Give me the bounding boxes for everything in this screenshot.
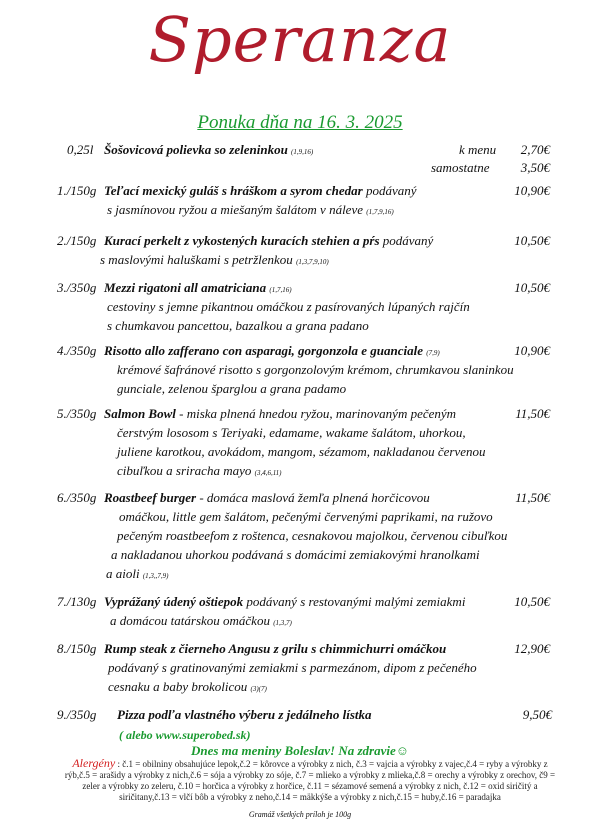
item-description-line: - miska plnená hnedou ryžou, marinovaným pečeným bbox=[179, 406, 457, 421]
soup-option1-price: 2,70€ bbox=[520, 142, 550, 157]
footer-note: Gramáž všetkých príloh je 100g bbox=[248, 810, 352, 819]
soup-name: Šošovicová polievka so zeleninkou bbox=[104, 142, 288, 157]
item-allergens: (1,7,16) bbox=[269, 286, 292, 294]
greeting-text: Dnes ma meniny Boleslav! Na zdravie bbox=[190, 743, 396, 758]
item-number: 7./130g bbox=[57, 594, 97, 609]
item-price: 10,90€ bbox=[514, 343, 550, 358]
item-name: Rump steak z čierneho Angusu z grilu s chimmichurri omáčkou bbox=[104, 641, 447, 656]
item-price: 10,90€ bbox=[514, 183, 550, 198]
item-description-text: a domácou tatárskou omáčkou bbox=[110, 613, 270, 628]
item-description-line bbox=[117, 381, 346, 397]
item-description-line bbox=[117, 425, 466, 441]
item-description-line: podávaný s restovanými malými zemiakmi bbox=[246, 594, 466, 609]
item-allergens: (1,3,7) bbox=[273, 619, 292, 627]
soup-option2-label: samostatne bbox=[431, 160, 490, 175]
item-price: 11,50€ bbox=[515, 490, 550, 505]
item-description-text: omáčkou, little gem šalátom, pečenými červenými paprikami, na ružovo bbox=[119, 509, 493, 524]
item-title-line bbox=[104, 280, 292, 296]
item-number: 8./150g bbox=[57, 641, 97, 656]
item-allergens: (3,4,6,11) bbox=[254, 469, 282, 477]
item-name: Vyprážaný údený oštiepok bbox=[104, 594, 244, 609]
item-title-line bbox=[104, 490, 430, 506]
item-title-line bbox=[104, 594, 465, 610]
item-description-text: s chumkavou pancettou, bazalkou a grana padano bbox=[107, 318, 369, 333]
item-description-line bbox=[106, 566, 169, 582]
item-description-line bbox=[107, 299, 470, 315]
item-description-text: krémové šafránové risotto s gorgonzolovým krémom, chrumkavou slaninkou bbox=[117, 362, 514, 377]
item-title-line bbox=[104, 641, 446, 657]
item-price: 12,90€ bbox=[514, 641, 550, 656]
item-title-line bbox=[104, 406, 456, 422]
item-price: 10,50€ bbox=[514, 280, 550, 295]
item-description-line bbox=[117, 362, 514, 378]
soup-portion: 0,25l bbox=[67, 142, 94, 157]
item-number: 5./350g bbox=[57, 406, 97, 421]
web-link[interactable]: ( alebo www.superobed.sk) bbox=[119, 728, 251, 742]
item-title-line bbox=[104, 233, 433, 249]
item-description-line bbox=[117, 444, 486, 460]
item-allergens: (3)(7) bbox=[250, 685, 267, 693]
item-name: Kurací perkelt z vykostených kuracích stehien a pŕs bbox=[104, 233, 380, 248]
item-name: Mezzi rigatoni all amatriciana bbox=[104, 280, 267, 295]
soup-allergens: (1,9,16) bbox=[291, 148, 314, 156]
soup-option2-price: 3,50€ bbox=[520, 160, 550, 175]
item-price: 11,50€ bbox=[515, 406, 550, 421]
item-description-line: podávaný bbox=[382, 233, 434, 248]
item-description-text: a nakladanou uhorkou podávaná s domácimi zemiakovými hranolkami bbox=[111, 547, 480, 562]
item-description-line bbox=[119, 509, 493, 525]
item-number: 6./350g bbox=[57, 490, 97, 505]
item-number: 9./350g bbox=[57, 707, 97, 722]
item-description-line bbox=[107, 202, 394, 218]
allergy-info bbox=[60, 758, 560, 803]
item-title-line bbox=[104, 343, 440, 359]
item-description-text: juliene karotkou, avokádom, mangom, sézamom, nakladanou červenou bbox=[117, 444, 486, 459]
item-number: 4./350g bbox=[57, 343, 97, 358]
item-number: 2./150g bbox=[57, 233, 97, 248]
item-description-text: podávaný s gratinovanými zemiakmi s parmezánom, dipom z pečeného bbox=[108, 660, 477, 675]
item-allergens: (1,3,7,9,10) bbox=[296, 258, 329, 266]
item-description-text: a aioli bbox=[106, 566, 140, 581]
item-name: Teľací mexický guláš s hráškom a syrom chedar bbox=[104, 183, 363, 198]
item-name: Salmon Bowl bbox=[104, 406, 176, 421]
menu-title: Ponuka dňa na 16. 3. 2025 bbox=[197, 112, 403, 133]
item-description-text: cesnaku a baby brokolicou bbox=[108, 679, 248, 694]
brand-logo bbox=[0, 0, 600, 80]
item-price: 9,50€ bbox=[522, 707, 552, 722]
item-allergens: (1,3,,7,9) bbox=[142, 572, 169, 580]
item-allergens: (7,9) bbox=[426, 349, 440, 357]
item-description-text: s jasmínovou ryžou a miešaným šalátom v náleve bbox=[107, 202, 363, 217]
soup-line bbox=[104, 142, 313, 158]
item-allergens: (1,7,9,16) bbox=[366, 208, 394, 216]
item-description-text: cestoviny s jemne pikantnou omáčkou z pasírovaných lúpaných rajčín bbox=[107, 299, 470, 314]
item-description-line bbox=[110, 613, 292, 629]
item-description-line bbox=[108, 679, 267, 695]
item-description-line bbox=[117, 463, 282, 479]
item-name: Roastbeef burger bbox=[104, 490, 197, 505]
item-description-line bbox=[111, 547, 480, 563]
item-title-line bbox=[104, 183, 417, 199]
brand-name: Speranza bbox=[148, 3, 452, 76]
item-description-text: s maslovými haluškami s petržlenkou bbox=[100, 252, 293, 267]
item-price: 10,50€ bbox=[514, 594, 550, 609]
item-description-text: pečeným roastbeefom z roštenca, cesnakovou majolkou, červenou cibuľkou bbox=[117, 528, 508, 543]
item-name: Pizza podľa vlastného výberu z jedálneho lístka bbox=[117, 707, 372, 722]
item-name: Risotto allo zafferano con asparagi, gorgonzola e guanciale bbox=[104, 343, 424, 358]
smiley-icon: ☺ bbox=[395, 743, 410, 758]
item-price: 10,50€ bbox=[514, 233, 550, 248]
item-description-line: podávaný bbox=[365, 183, 417, 198]
allergy-text: : č.1 = obilniny obsahujúce lepok,č.2 = kôrovce a výrobky z nich, č.3 = vajcia a výrobky z vajec,č.4 = ryby a výrobky z rýb,č.5 = arašidy a výrobky z nich,č.6 = sója a výrobky zo sóje, č.7 = mlieko a výrobky z mlieka,č.8 = orechy a výrobky z orechov, č9 = zeler a výrobky zo zeleru, č.10 = horčica a výrobky z horčice, č.11 = sézamové semená a výrobky z nich, č.12 = oxid siričitý a siričitany,č.13 = vlčí bôb a výrobky z neho,č.14 = mäkkýše a výrobky z nich,č.15 = huby,č.16 = paradajka bbox=[64, 759, 556, 802]
item-description-text: gunciale, zelenou šparglou a grana padamo bbox=[117, 381, 347, 396]
item-number: 1./150g bbox=[57, 183, 97, 198]
item-description-text: cibuľkou a sriracha mayo bbox=[117, 463, 252, 478]
soup-option1-label: k menu bbox=[459, 142, 497, 157]
allergy-label: Alergény bbox=[72, 756, 116, 770]
item-description-line: - domáca maslová žemľa plnená horčicovou bbox=[199, 490, 430, 505]
item-number: 3./350g bbox=[57, 280, 97, 295]
item-description-line bbox=[107, 318, 369, 334]
item-description-line bbox=[117, 528, 507, 544]
item-description-line bbox=[108, 660, 477, 676]
item-description-line bbox=[100, 252, 329, 268]
item-title-line bbox=[117, 707, 372, 723]
item-description-text: čerstvým lososom s Teriyaki, edamame, wakame šalátom, uhorkou, bbox=[117, 425, 466, 440]
